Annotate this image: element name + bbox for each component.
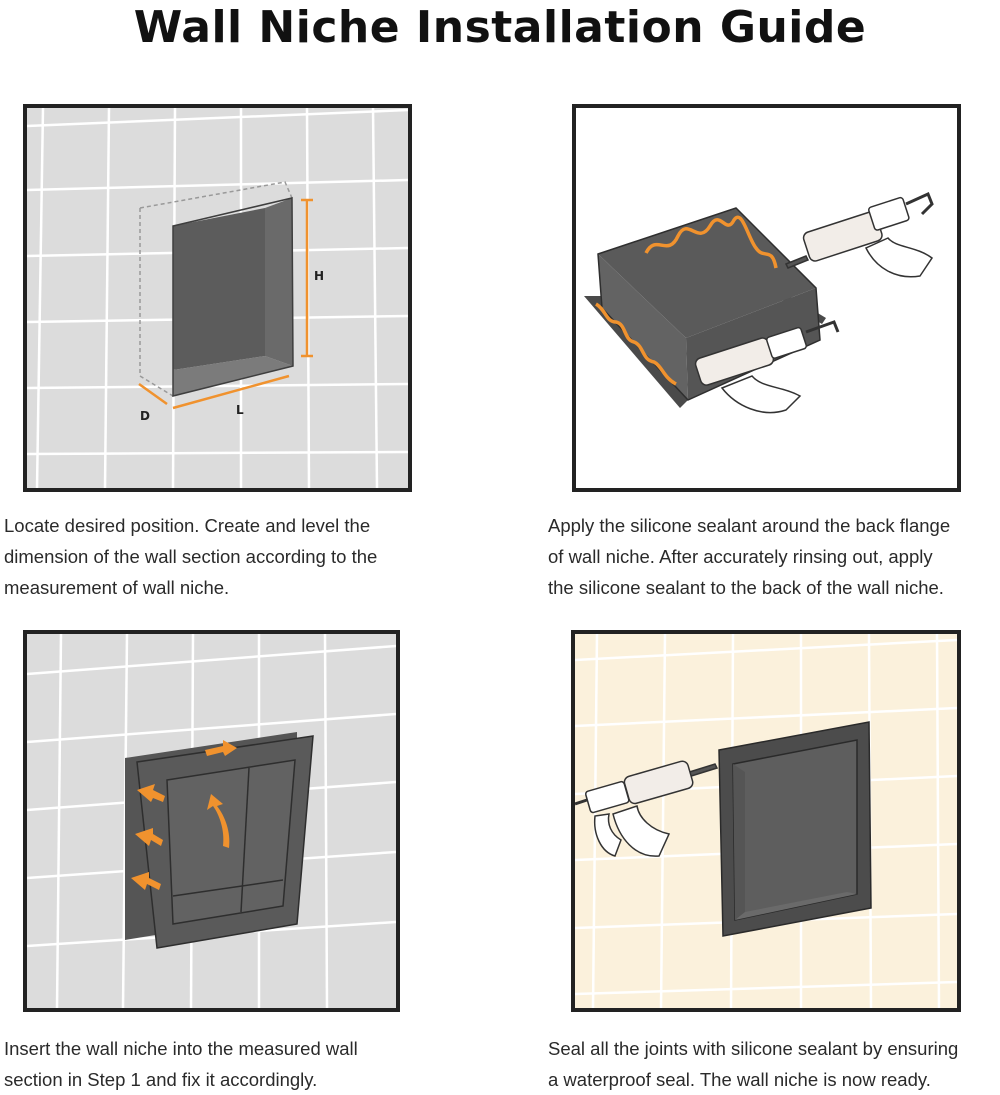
step-2-caption [548,510,998,603]
dimension-label-depth: D [140,409,150,423]
step-1-illustration [23,104,412,492]
caption-line: of wall niche. After accurately rinsing out, apply [548,546,933,567]
step-4-illustration [571,630,961,1012]
dimension-label-length: L [236,403,244,417]
caption-line: Seal all the joints with silicone sealant by ensuring [548,1038,959,1059]
caption-line: Apply the silicone sealant around the back flange [548,515,951,536]
caption-line: Insert the wall niche into the measured wall [4,1038,358,1059]
caption-line: dimension of the wall section according to the [4,546,378,567]
niche-back [173,208,265,370]
step-3-caption [4,1033,424,1095]
niche-inner [733,740,857,920]
page-title: Wall Niche Installation Guide [133,2,867,53]
caption-line: measurement of wall niche. [4,577,230,598]
step-2-illustration [572,104,961,492]
niche-inner [167,760,295,924]
dimension-label-height: H [314,269,325,283]
step-4-caption [548,1033,998,1095]
niche-right-side [265,198,293,366]
caption-line: section in Step 1 and fix it accordingly. [4,1069,318,1090]
step-3-illustration [23,630,400,1012]
caption-line: Locate desired position. Create and level the [4,515,371,536]
caption-line: the silicone sealant to the back of the wall niche. [548,577,944,598]
step-1-caption [4,510,444,603]
caption-line: a waterproof seal. The wall niche is now ready. [548,1069,931,1090]
